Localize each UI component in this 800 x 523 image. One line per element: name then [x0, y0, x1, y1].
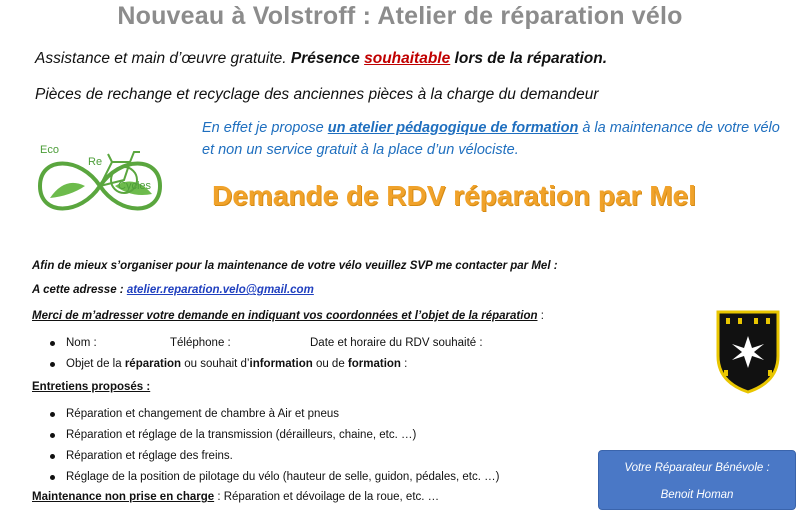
entretiens-title: Entretiens proposés : — [32, 381, 151, 393]
pedagogic-note-highlight: un atelier pédagogique de formation — [327, 120, 579, 136]
signature-title: Votre Réparateur Bénévole : — [624, 462, 770, 474]
list-item: Réglage de la position de pilotage du vélo (hauteur de selle, guidon, pédales, etc. …) — [32, 467, 499, 488]
lors-reparation-text: lors de la réparation. — [450, 50, 608, 67]
eco-recycles-logo — [30, 136, 170, 214]
maintenance-text: : Réparation et dévoilage de la roue, etc. … — [214, 491, 440, 503]
organise-text: Afin de mieux s’organiser pour la maintenance de votre vélo veuillez SVP me contacter par Mel : — [32, 260, 558, 272]
objet-f: formation — [347, 358, 401, 370]
intro-line-pieces: Pièces de rechange et recyclage des anciennes pièces à la charge du demandeur — [35, 86, 599, 103]
request-label: Merci de m’adresser votre demande en indiquant vos coordonnées et l’objet de la réparation — [32, 310, 538, 322]
presence-text: Présence — [290, 50, 365, 67]
list-item: Réparation et changement de chambre à Air et pneus — [32, 404, 499, 425]
objet-c: ou souhait d’ — [181, 358, 250, 370]
list-item: Réparation et réglage de la transmission (dérailleurs, chaine, etc. …) — [32, 425, 499, 446]
date-label: Date et horaire du RDV souhaité : — [310, 337, 483, 349]
intro-line-assistance — [35, 50, 607, 68]
assistance-text: Assistance et main d’œuvre gratuite. — [35, 50, 291, 67]
address-line — [32, 284, 314, 296]
objet-e: ou de — [312, 358, 348, 370]
souhaitable-text: souhaitable — [364, 50, 451, 67]
nom-label: Nom : — [66, 337, 97, 349]
objet-b: réparation — [124, 358, 182, 370]
logo-re-text: Re — [88, 156, 103, 168]
maintenance-line — [32, 491, 439, 503]
rdv-banner: Demande de RDV réparation par Mel — [212, 180, 696, 211]
entretiens-list — [32, 404, 499, 488]
list-item — [32, 354, 407, 375]
signature-name: Benoit Homan — [660, 489, 734, 501]
objet-a: Objet de la — [66, 358, 125, 370]
objet-g: : — [400, 358, 408, 370]
signature-box — [598, 450, 796, 510]
telephone-label: Téléphone : — [170, 337, 231, 349]
coat-of-arms-icon — [714, 308, 782, 394]
request-colon: : — [537, 310, 544, 322]
logo-eco-text: Eco — [40, 144, 59, 156]
contact-fields-list — [32, 333, 483, 375]
pedagogic-note-a: En effet je propose — [202, 120, 328, 136]
email-link[interactable]: atelier.reparation.velo@gmail.com — [126, 284, 314, 296]
page-title: Nouveau à Volstroff : Atelier de réparation vélo — [117, 2, 683, 30]
pedagogic-note — [202, 117, 782, 161]
list-item — [32, 333, 483, 354]
objet-d: information — [249, 358, 313, 370]
pedagogic-note-c: à la maintenance de votre vélo et non un service gratuit à la place d’un vélociste. — [202, 120, 780, 158]
request-line — [32, 310, 544, 322]
maintenance-label: Maintenance non prise en charge — [32, 491, 215, 503]
address-label: A cette adresse : — [32, 284, 127, 296]
list-item: Réparation et réglage des freins. — [32, 446, 499, 467]
logo-cycles-text: Cycles — [118, 180, 152, 192]
